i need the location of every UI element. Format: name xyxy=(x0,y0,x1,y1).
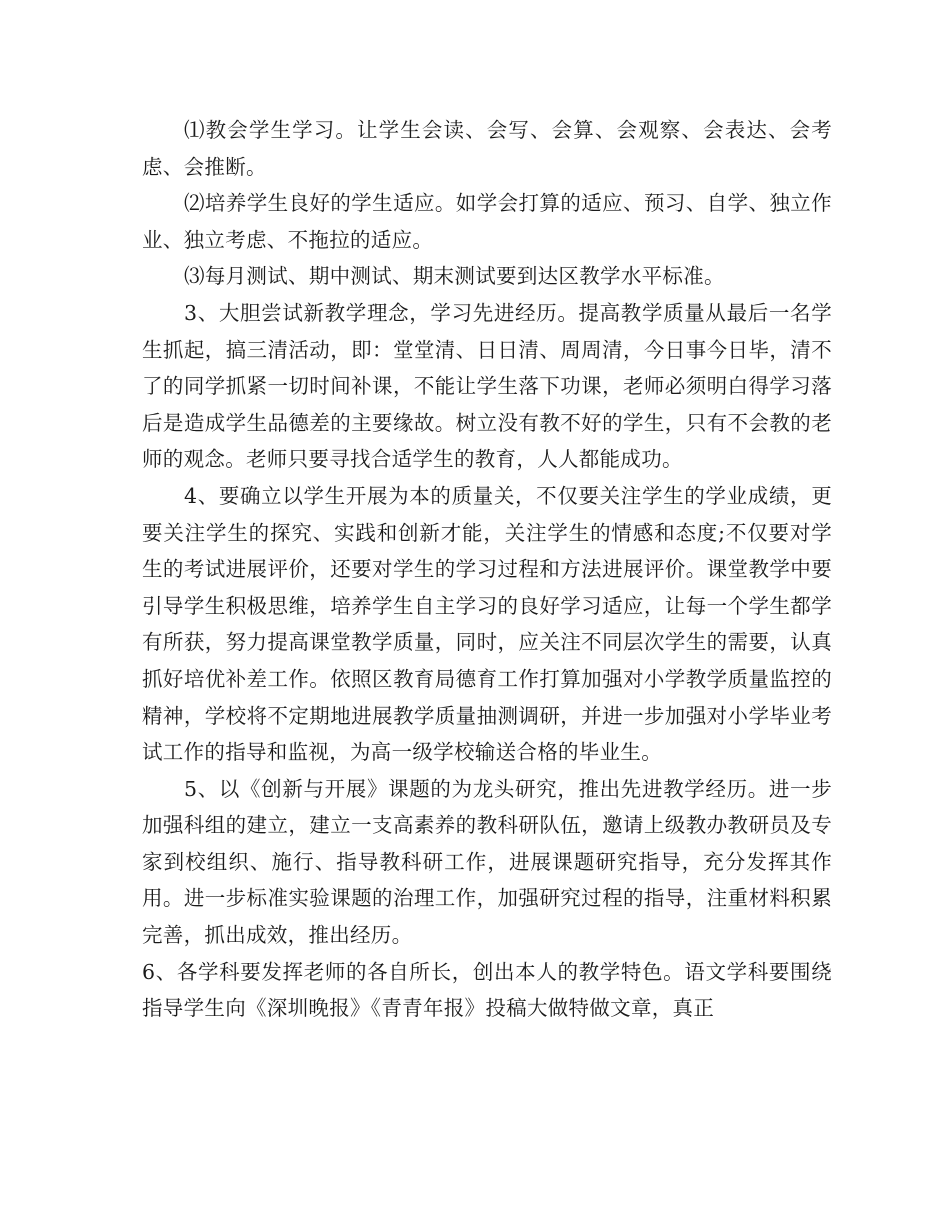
paragraph-4: 3、大胆尝试新教学理念，学习先进经历。提高教学质量从最后一名学生抓起，搞三清活动，即：堂堂清、日日清、周周清，今日事今日毕，清不了的同学抓紧一切时间补课，不能让学生落下功课，老师必须明白得学习落后是造成学生品德差的主要缘故。树立没有教不好的学生，只有不会教的老师的观念。老师只要寻找合适学生的教育，人人都能成功。 xyxy=(142,300,832,472)
document-body xyxy=(142,112,832,1027)
paragraph-5: 4、要确立以学生开展为本的质量关，不仅要关注学生的学业成绩，更要关注学生的探究、实践和创新才能，关注学生的情感和态度;不仅要对学生的考试进展评价，还要对学生的学习过程和方法进展评价。课堂教学中要引导学生积极思维，培养学生自主学习的良好学习适应，让每一个学生都学有所获，努力提高课堂教学质量，同时，应关注不同层次学生的需要，认真抓好培优补差工作。依照区教育局德育工作打算加强对小学教学质量监控的精神，学校将不定期地进展教学质量抽测调研，并进一步加强对小学毕业考试工作的指导和监视，为高一级学校输送合格的毕业生。 xyxy=(142,483,832,765)
paragraph-3: ⑶每月测试、期中测试、期末测试要到达区教学水平标准。 xyxy=(184,264,725,289)
paragraph-6: 5、以《创新与开展》课题的为龙头研究，推出先进教学经历。进一步加强科组的建立，建立一支高素养的教科研队伍，邀请上级教办教研员及专家到校组织、施行、指导教科研工作，进展课题研究指导，充分发挥其作用。进一步标准实验课题的治理工作，加强研究过程的指导，注重材料积累完善，抓出成效，推出经历。 xyxy=(142,776,832,948)
paragraph-2: ⑵培养学生良好的学生适应。如学会打算的适应、预习、自学、独立作业、独立考虑、不拖拉的适应。 xyxy=(142,191,832,252)
paragraph-1: ⑴教会学生学习。让学生会读、会写、会算、会观察、会表达、会考虑、会推断。 xyxy=(142,118,832,179)
paragraph-7: 6、各学科要发挥老师的各自所长，创出本人的教学特色。语文学科要围绕指导学生向《深圳晚报》《青青年报》投稿大做特做文章，真正 xyxy=(142,959,832,1021)
